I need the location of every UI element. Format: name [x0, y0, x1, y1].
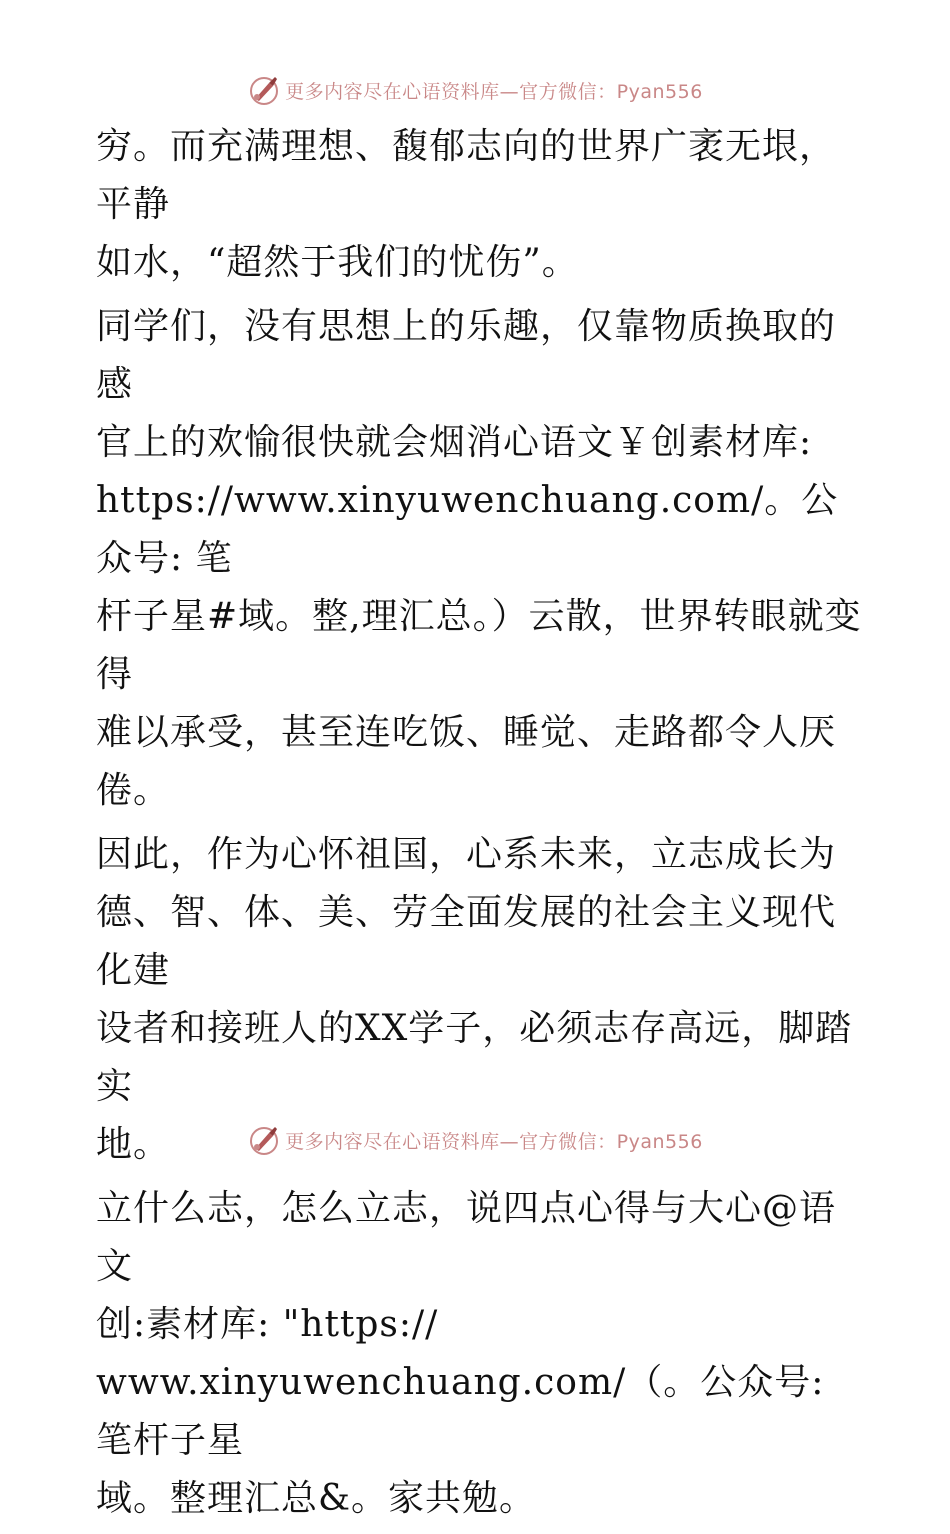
header-watermark-text: 更多内容尽在心语资料库—官方微信：Pyan556	[285, 80, 703, 103]
paragraph-3: 因此，作为心怀祖国，心系未来，立志成长为 德、智、体、美、劳全面发展的社会主义现代化建 设者和接班人的XX学子，必须志存高远，脚踏实 地。	[96, 834, 853, 1165]
paragraph-4: 立什么志，怎么立志，说四点心得与大心@语文 创:素材库: "https:// www.xinyuwenchuang.com/（。公众号: 笔杆子星 域。整理汇总&。家共勉。	[96, 1188, 837, 1519]
footer-watermark-banner	[0, 1120, 950, 1160]
document-body	[96, 118, 866, 1534]
header-watermark-banner	[0, 70, 950, 110]
footer-watermark-text: 更多内容尽在心语资料库—官方微信：Pyan556	[285, 1130, 703, 1153]
brush-pen-logo-icon	[247, 1123, 281, 1157]
paragraph-1: 穷。而充满理想、馥郁志向的世界广袤无垠，平静 如水，“超然于我们的忧伤”。	[96, 126, 837, 283]
paragraph-2: 同学们，没有思想上的乐趣，仅靠物质换取的感 官上的欢愉很快就会烟消心语文￥创素材库: https://www.xinyuwenchuang.com/。公众号: 笔 杆子星#域。整,理汇总。）云散，世界转眼就变得 难以承受，甚至连吃饭、睡觉、走路都令人厌倦。	[96, 306, 862, 811]
brush-pen-logo-icon	[247, 73, 281, 107]
